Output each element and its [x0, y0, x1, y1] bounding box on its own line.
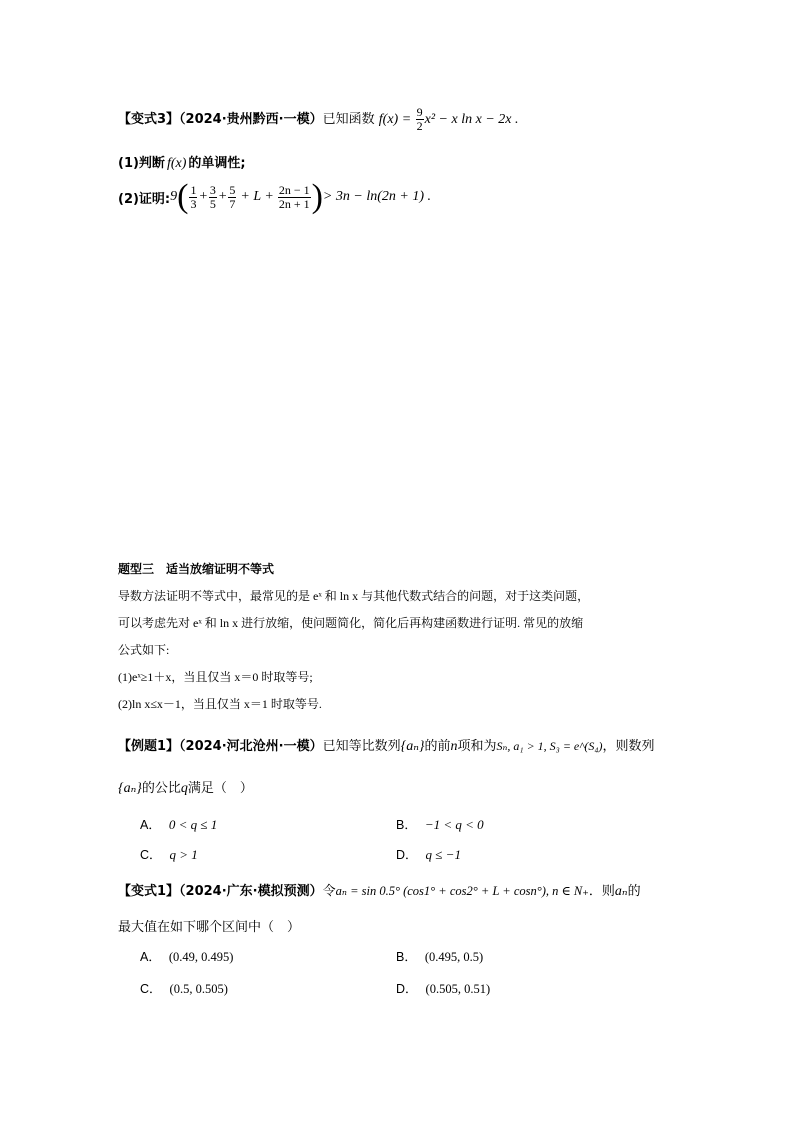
option-text: (0.495, 0.5) — [424, 950, 484, 964]
example1-text: 的前 — [424, 739, 451, 754]
variant1-option-c[interactable] — [140, 979, 228, 997]
frac-numerator: 2n − 1 — [278, 182, 310, 197]
q2-frac-2 — [209, 184, 217, 211]
option-text: 0 < q ≤ 1 — [168, 817, 218, 832]
left-paren: ( — [177, 178, 189, 215]
option-text: (0.505, 0.51) — [425, 982, 491, 996]
var-an: aₙ — [614, 884, 628, 899]
variant3-formula-rest: x² − x ln x − 2x . — [424, 112, 519, 127]
plus-sign: + — [217, 189, 228, 204]
frac-numerator: 9 — [416, 105, 423, 119]
section3-formula-1: (1)eˣ≥1＋x，当且仅当 x＝0 时取等号; — [118, 670, 313, 684]
section3-para-line-3: 公式如下: — [118, 643, 170, 657]
section3-formula-2: (2)ln x≤x－1，当且仅当 x＝1 时取等号. — [118, 697, 322, 711]
seq-an: {aₙ} — [118, 781, 142, 796]
example1-option-d[interactable] — [396, 845, 461, 863]
variant3-lead: 已知函数 — [322, 112, 375, 127]
variant1-text: ．则 — [588, 884, 615, 899]
variant1-an-definition: aₙ = sin 0.5° (cos1° + cos2° + L + cosn°), n ∈ N₊ — [335, 884, 589, 898]
option-text: −1 < q < 0 — [424, 817, 484, 832]
variant1-source: （2024·广东·模拟预测） — [179, 884, 323, 899]
q2-frac-3 — [228, 184, 236, 211]
variant3-statement — [118, 106, 518, 133]
variant3-frac — [416, 106, 424, 133]
q2-prefix: (2)证明: — [118, 191, 171, 207]
option-text: q > 1 — [169, 847, 198, 862]
q2-rhs: > 3n − ln(2n + 1) . — [322, 189, 431, 204]
q2-frac-1 — [189, 184, 197, 211]
option-label: C． — [140, 848, 162, 862]
variant1-line-2: 最大值在如下哪个区间中（ ） — [118, 920, 301, 935]
variant1-tag: 【变式1】 — [118, 884, 180, 899]
example1-text: ，则数列 — [602, 739, 655, 754]
variant3-q2 — [118, 180, 431, 214]
variant1-text: 令 — [322, 884, 336, 899]
option-label: C． — [140, 982, 162, 996]
option-label: A． — [140, 950, 161, 964]
option-text: q ≤ −1 — [425, 847, 461, 862]
example1-line-2 — [118, 777, 253, 797]
frac-denominator: 5 — [209, 196, 216, 211]
variant1-option-b[interactable] — [396, 947, 483, 965]
frac-denominator: 2 — [416, 119, 423, 133]
var-q: q — [180, 781, 188, 796]
variant1-option-a[interactable] — [140, 947, 233, 965]
variant3-source: （2024·贵州黔西·一模） — [179, 112, 323, 127]
frac-numerator: 3 — [209, 182, 216, 197]
example1-option-b[interactable] — [396, 815, 484, 833]
seq-an: {aₙ} — [400, 739, 425, 754]
section3-title: 题型三 适当放缩证明不等式 — [118, 562, 275, 576]
variant3-q1 — [118, 152, 246, 172]
variant3-f: f(x) = — [378, 112, 415, 127]
variant1-option-d[interactable] — [396, 979, 490, 997]
variant1-line-1 — [118, 880, 641, 900]
example1-text: 的公比 — [141, 781, 181, 796]
section3-para-line-2: 可以考虑先对 eˣ 和 ln x 进行放缩，使问题简化，简化后再构建函数进行证明. 常见的放缩 — [118, 616, 584, 630]
frac-denominator: 7 — [229, 196, 236, 211]
example1-condition: Sₙ, a₁ > 1, S₃ = e^(S₄) — [496, 739, 603, 753]
option-text: (0.49, 0.495) — [168, 950, 234, 964]
variant3-tag: 【变式3】 — [118, 112, 180, 127]
frac-denominator: 3 — [190, 196, 197, 211]
section3-para-line-1: 导数方法证明不等式中，最常见的是 eˣ 和 ln x 与其他代数式结合的问题，对于这类问题， — [118, 589, 590, 603]
option-label: D． — [396, 982, 418, 996]
frac-numerator: 5 — [229, 182, 236, 197]
right-paren: ) — [311, 178, 323, 215]
example1-tag: 【例题1】 — [118, 739, 180, 754]
option-label: B． — [396, 950, 417, 964]
var-n: n — [450, 739, 458, 754]
frac-numerator: 1 — [190, 182, 197, 197]
q2-coef: 9 — [170, 189, 178, 204]
example1-source: （2024·河北沧州·一模） — [179, 739, 323, 754]
q1-fx: f(x) — [166, 156, 187, 171]
option-label: D． — [396, 848, 418, 862]
plus-sign: + — [198, 189, 208, 204]
example1-option-c[interactable] — [140, 845, 198, 863]
example1-text: 项和为 — [457, 739, 497, 754]
q1-prefix: (1)判断 — [118, 156, 165, 171]
q1-suffix: 的单调性; — [188, 156, 246, 171]
option-label: A． — [140, 818, 161, 832]
option-label: B． — [396, 818, 417, 832]
example1-text: 已知等比数列 — [322, 739, 401, 754]
q2-ellipsis: + L + — [240, 189, 274, 204]
frac-denominator: 2n + 1 — [278, 196, 310, 211]
example1-line-1 — [118, 735, 655, 755]
q2-frac-last — [278, 184, 311, 211]
variant1-text: 的 — [627, 884, 641, 899]
option-text: (0.5, 0.505) — [169, 982, 228, 996]
example1-option-a[interactable] — [140, 815, 217, 833]
example1-text: 满足（ ） — [187, 781, 253, 796]
